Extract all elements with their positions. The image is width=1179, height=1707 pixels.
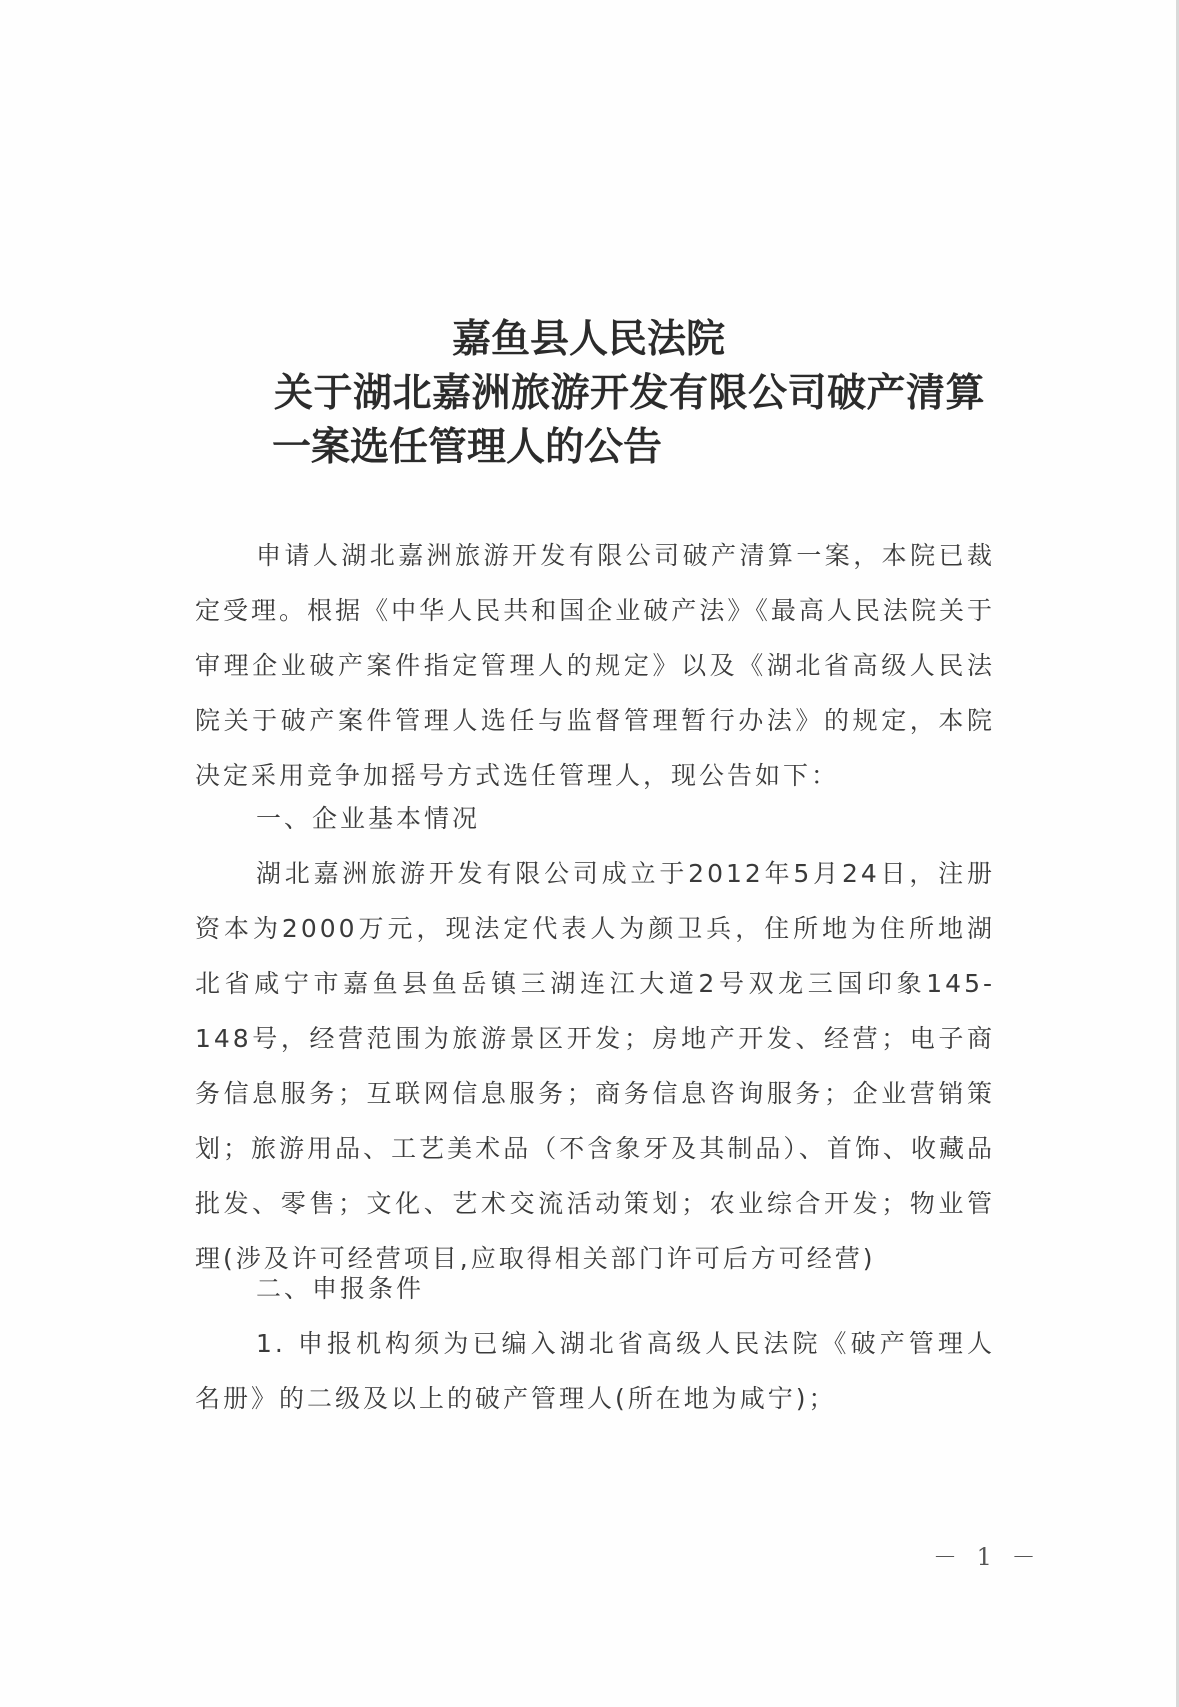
section2-heading: 二、申报条件 <box>256 1274 425 1303</box>
section1-paragraph: 湖北嘉洲旅游开发有限公司成立于2012年5月24日，注册资本为2000万元，现法定代表人为颜卫兵，住所地为住所地湖北省咸宁市嘉鱼县鱼岳镇三湖连江大道2号双龙三国印象145-148号，经营范围为旅游景区开发；房地产开发、经营；电子商务信息服务；互联网信息服务；商务信息咨询服务；企业营销策划；旅游用品、工艺美术品（不含象牙及其制品）、首饰、收藏品批发、零售；文化、艺术交流活动策划；农业综合开发；物业管理(涉及许可经营项目,应取得相关部门许可后方可经营) <box>195 859 995 1273</box>
intro-paragraph-block <box>195 528 995 803</box>
section1-paragraph-block <box>195 846 995 1286</box>
title-court-name: 嘉鱼县人民法院 <box>452 316 726 362</box>
section2-item1-block <box>195 1316 995 1426</box>
section2-heading-block <box>195 1261 995 1316</box>
title-subject-line: 关于湖北嘉洲旅游开发有限公司破产清算 <box>274 370 986 416</box>
intro-paragraph: 申请人湖北嘉洲旅游开发有限公司破产清算一案，本院已裁定受理。根据《中华人民共和国企业破产法》《最高人民法院关于审理企业破产案件指定管理人的规定》以及《湖北省高级人民法院关于破产案件管理人选任与监督管理暂行办法》的规定，本院决定采用竞争加摇号方式选任管理人，现公告如下： <box>195 541 995 790</box>
section2-item1: 1. 申报机构须为已编入湖北省高级人民法院《破产管理人名册》的二级及以上的破产管理人(所在地为咸宁)； <box>195 1329 995 1413</box>
page-number: － 1 － <box>933 1543 1042 1571</box>
section1-heading: 一、企业基本情况 <box>256 804 481 833</box>
title-announcement-line: 一案选任管理人的公告 <box>272 424 663 470</box>
section1-heading-block <box>195 791 995 846</box>
